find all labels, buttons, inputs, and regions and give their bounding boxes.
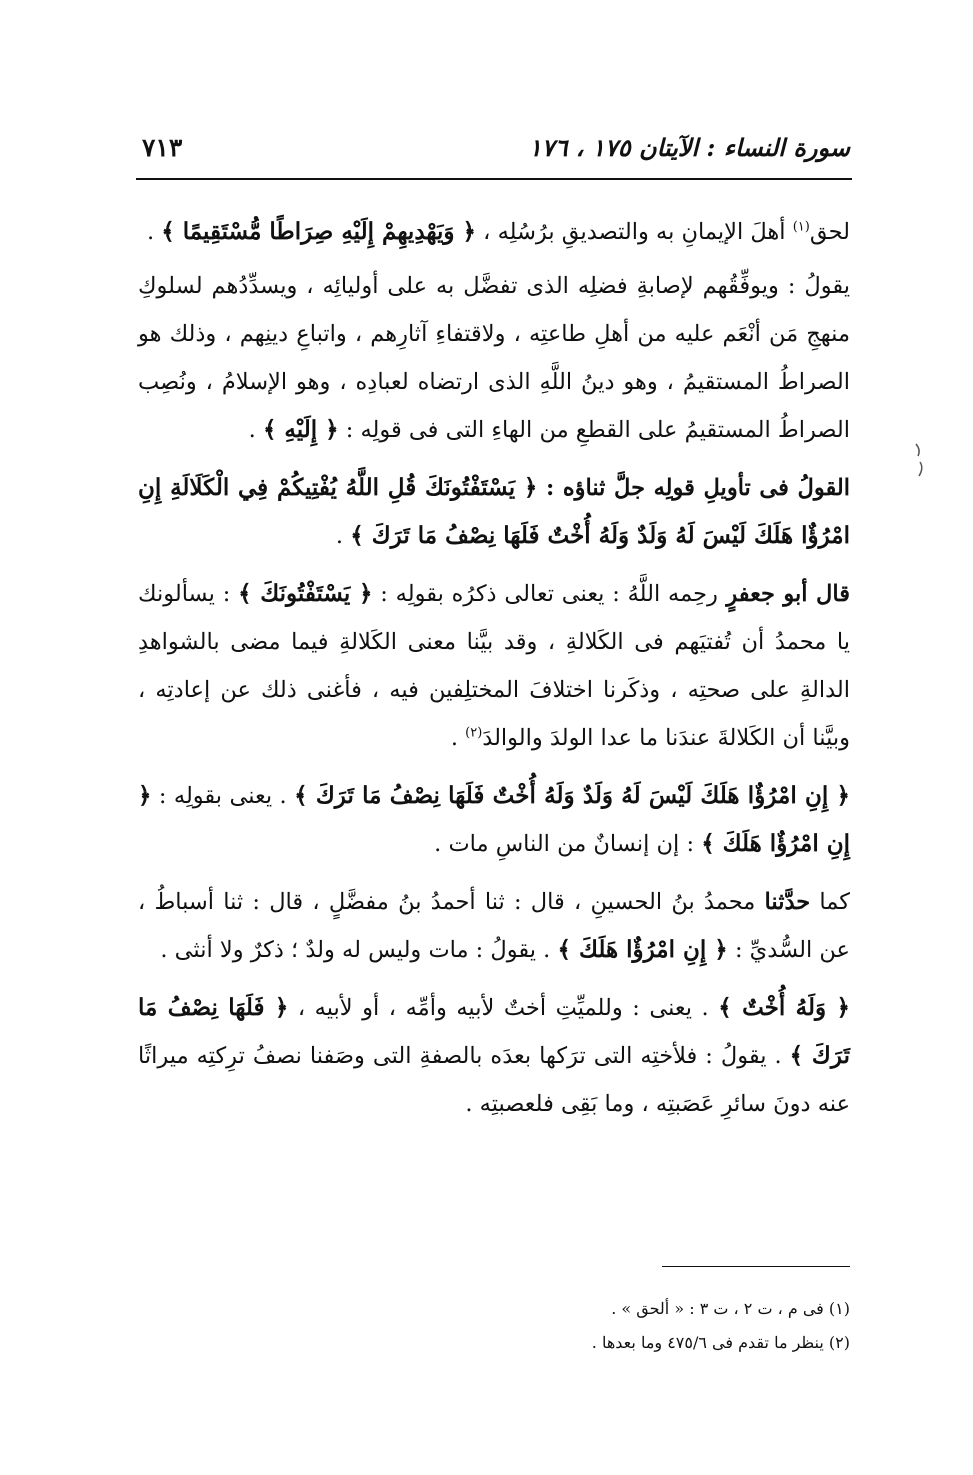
footnote-ref-1: (١) xyxy=(792,219,810,235)
footnotes xyxy=(400,1292,850,1360)
paragraph-6 xyxy=(138,878,850,974)
quran-verse: ﴿ إِنِ امْرُؤٌا هَلَكَ ﴾ xyxy=(138,782,850,857)
p1-text3: . xyxy=(146,219,162,245)
p4-text1: رحِمه اللَّهُ : يعنى تعالى ذكرُه بقولِه : xyxy=(372,581,718,607)
page-number: ٧١٣ xyxy=(142,133,183,162)
header-rule xyxy=(136,178,852,180)
p4-text2: : يسألونك يا محمدُ أن تُفتيَهم فى الكَلالةِ ، وقد بيَّنا معنى الكَلالةِ فيما مضى بالشواهدِ الدالةِ على صحتِه ، وذكَرنا اختلافَ المختلِفين فيه ، فأغنى ذلك عن إعادتِه ، وبيَّنا أن الكَلالةَ عندَنا ما عدا الولدَ والوالدَ xyxy=(138,581,850,751)
paragraph-2 xyxy=(138,262,850,454)
p4-lead: قال أبو جعفرٍ xyxy=(717,581,851,607)
quran-verse: ﴿ إِنِ امْرُؤٌا هَلَكَ ﴾ xyxy=(557,936,728,963)
paragraph-7 xyxy=(138,984,850,1128)
p3-tail: . xyxy=(335,523,351,549)
quran-verse: ﴿ وَلَهُ أُخْتٌ ﴾ xyxy=(718,994,850,1021)
p7-text2: . يقولُ : فلأختِه التى ترَكها بعدَه بالصفةِ التى وصَفنا نصفُ ترِكتِه ميراثًا عنه دونَ سائرِ عَصَبتِه ، وما بَقِى فلعصبتِه . xyxy=(138,1043,850,1117)
quran-verse: ﴿ وَيَهْدِيهِمْ إِلَيْهِ صِرَاطًا مُّسْتَقِيمًا ﴾ xyxy=(161,218,476,245)
paragraph-5 xyxy=(138,772,850,868)
p6-text1: كما xyxy=(810,889,850,915)
quran-verse: ﴿ يَسْتَفْتُونَكَ ﴾ xyxy=(238,580,373,607)
header-title: سورة النساء : الآيتان ١٧٥ ، ١٧٦ xyxy=(528,133,850,162)
p5-text1: . يعنى بقولِه : xyxy=(151,783,295,809)
p1-text1: لحق xyxy=(809,219,850,245)
quran-verse: ﴿ إِنِ امْرُؤٌا هَلَكَ لَيْسَ لَهُ وَلَدٌ وَلَهُ أُخْتٌ فَلَهَا نِصْفُ مَا تَرَكَ ﴾ xyxy=(294,782,850,809)
footnote-1: (١) فى م ، ت ٢ ، ت ٣ : « ألحق » . xyxy=(611,1299,850,1318)
footnote-ref-2: (٢) xyxy=(465,725,483,741)
p2-text: يقولُ : ويوفِّقُهم لإصابةِ فضلِه الذى تفضَّل به على أوليائِه ، ويسدِّدُهم لسلوكِ منهجِ مَن أنْعَم عليه من أهلِ طاعتِه ، ولاقتفاءِ آثارِهم ، واتباعِ دينِهم ، وذلك هو الصراطُ المستقيمُ ، وهو دينُ اللَّهِ الذى ارتضاه لعبادِه ، وهو الإسلامُ ، ونُصِب الصراطُ المستقيمُ على القطعِ من الهاءِ التى فى قولِه : xyxy=(138,273,850,443)
margin-mark-icon xyxy=(912,440,926,480)
running-header xyxy=(138,133,850,173)
p3-lead: القولُ فى تأويلِ قولِه جلَّ ثناؤه : xyxy=(537,475,850,501)
p6-text2: محمدُ بنُ الحسينِ ، قال : ثنا أحمدُ بنُ مفضَّلٍ ، قال : ثنا أسباطُ ، عن السُّديِّ : xyxy=(138,889,850,963)
p2-tail: . xyxy=(248,417,263,443)
paragraph-1 xyxy=(138,208,850,256)
p1-text2: أهلَ الإيمانِ به والتصديقِ برُسُلِه ، xyxy=(476,219,793,245)
paragraph-4 xyxy=(138,570,850,762)
footnote-2: (٢) ينظر ما تقدم فى ٤٧٥/٦ وما بعدها . xyxy=(591,1333,850,1352)
quran-verse: ﴿ إِلَيْهِ ﴾ xyxy=(262,416,339,443)
quran-verse: ﴿ يَسْتَفْتُونَكَ قُلِ اللَّهُ يُفْتِيكُمْ فِي الْكَلَالَةِ إِنِ امْرُؤٌا هَلَكَ لَيْسَ لَهُ وَلَدٌ وَلَهُ أُخْتٌ فَلَهَا نِصْفُ مَا تَرَكَ ﴾ xyxy=(138,474,850,549)
footnote-rule xyxy=(662,1266,850,1267)
p4-tail: . xyxy=(450,725,466,751)
p5-text2: : إن إنسانٌ من الناسِ مات . xyxy=(434,831,702,857)
quran-verse: ﴿ فَلَهَا نِصْفُ مَا تَرَكَ ﴾ xyxy=(138,994,850,1069)
paragraph-3 xyxy=(138,464,850,560)
p6-text3: . يقولُ : مات وليس له ولدٌ ؛ ذكرٌ ولا أنثى . xyxy=(160,937,558,963)
p6-lead: حدَّثنا xyxy=(764,889,811,915)
main-text xyxy=(138,208,850,1128)
p7-text1: . يعنى : وللميِّتِ أختٌ لأبيه وأمِّه ، أو لأبيه ، xyxy=(288,995,719,1021)
